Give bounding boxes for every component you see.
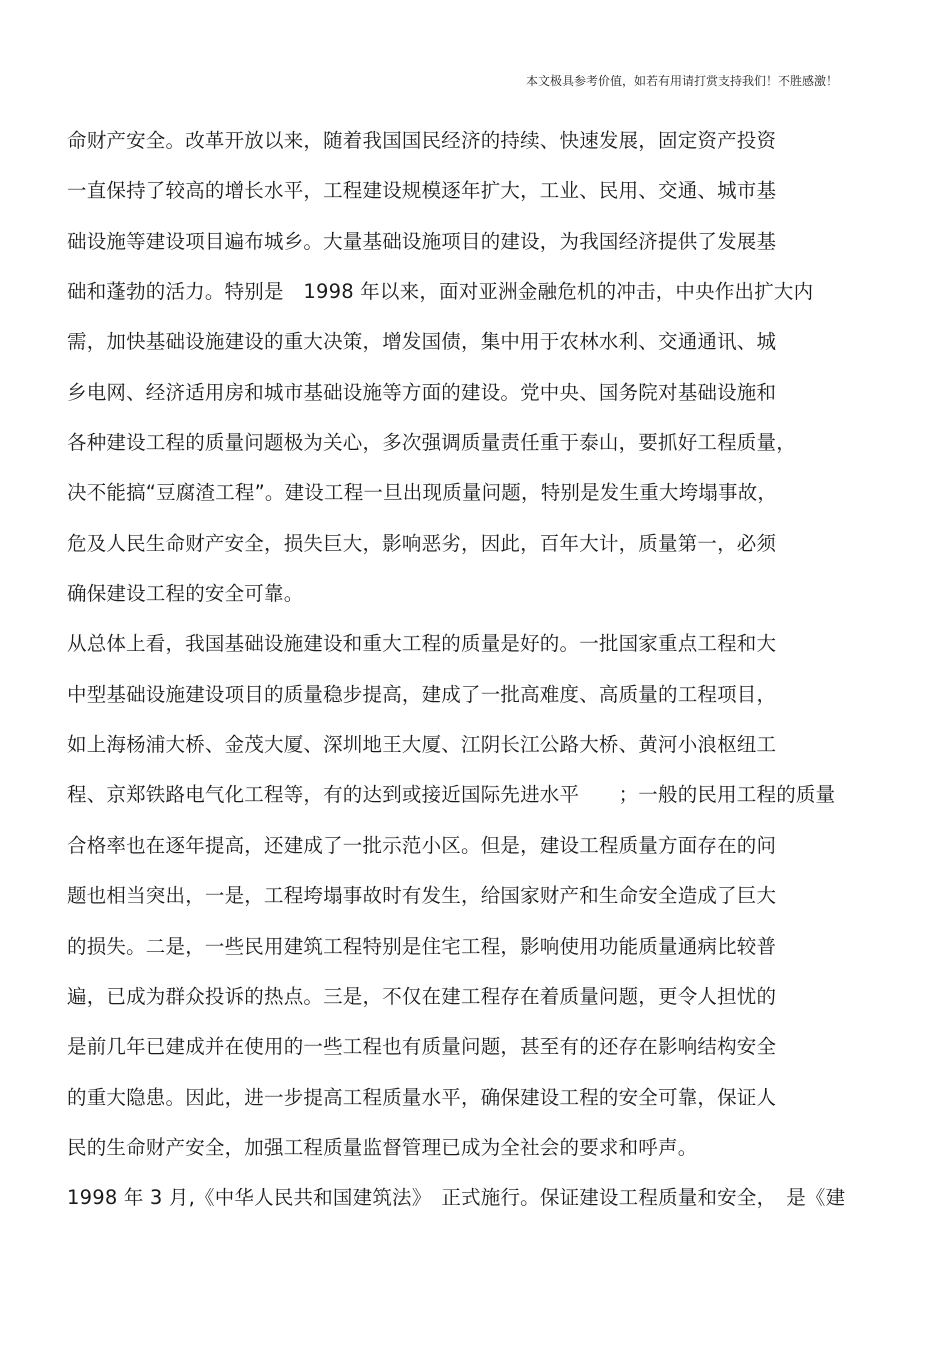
text-line: 的损失。二是，一些民用建筑工程特别是住宅工程，影响使用功能质量通病比较普 [67,934,777,958]
text-line: 的重大隐患。因此，进一步提高工程质量水平，确保建设工程的安全可靠，保证人 [67,1085,777,1109]
text-line: 一直保持了较高的增长水平，工程建设规模逐年扩大，工业、民用、交通、城市基 [67,179,777,203]
text-line: 乡电网、经济适用房和城市基础设施等方面的建设。党中央、国务院对基础设施和 [67,380,777,404]
text-line: 中型基础设施建设项目的质量稳步提高，建成了一批高难度、高质量的工程项目， [67,682,777,706]
text-line: 础设施等建设项目遍布城乡。大量基础设施项目的建设，为我国经济提供了发展基 [67,229,777,253]
text-line: 决不能搞“豆腐渣工程”。建设工程一旦出现质量问题，特别是发生重大垮塌事故， [67,481,778,505]
text-line: 需，加快基础设施建设的重大决策，增发国债，集中用于农林水利、交通通讯、城 [67,330,777,354]
text-line: 如上海杨浦大桥、金茂大厦、深圳地王大厦、江阴长江公路大桥、黄河小浪枢纽工 [67,733,777,757]
text-line: 从总体上看，我国基础设施建设和重大工程的质量是好的。一批国家重点工程和大 [67,632,777,656]
text-line: 民的生命财产安全，加强工程质量监督管理已成为全社会的要求和呼声。 [67,1135,698,1159]
document-body [67,124,897,1232]
text-line: 1998 年 3 月,《中华人民共和国建筑法》 正式施行。保证建设工程质量和安全， 是《建 [67,1186,846,1210]
text-line: 确保建设工程的安全可靠。 [67,582,304,606]
text-line: 合格率也在逐年提高，还建成了一批示范小区。但是，建设工程质量方面存在的问 [67,833,777,857]
text-line: 命财产安全。改革开放以来，随着我国国民经济的持续、快速发展，固定资产投资 [67,129,777,152]
text-line: 遍，已成为群众投诉的热点。三是，不仅在建工程存在着质量问题，更令人担忧的 [67,984,777,1008]
text-line: 是前几年已建成并在使用的一些工程也有质量问题，甚至有的还存在影响结构安全 [67,1035,777,1059]
text-line: 础和蓬勃的活力。特别是 1998 年以来，面对亚洲金融危机的冲击，中央作出扩大内 [67,280,814,304]
text-line: 各种建设工程的质量问题极为关心，多次强调质量责任重于泰山，要抓好工程质量， [67,431,796,455]
text-line: 程、京郑铁路电气化工程等，有的达到或接近国际先进水平 ；一般的民用工程的质量 [67,783,836,807]
text-line: 危及人民生命财产安全，损失巨大，影响恶劣，因此，百年大计，质量第一，必须 [67,531,777,555]
header-note: 本文极具参考价值，如若有用请打赏支持我们！不胜感激！ [525,74,838,88]
text-line: 题也相当突出，一是，工程垮塌事故时有发生，给国家财产和生命安全造成了巨大 [67,884,777,908]
